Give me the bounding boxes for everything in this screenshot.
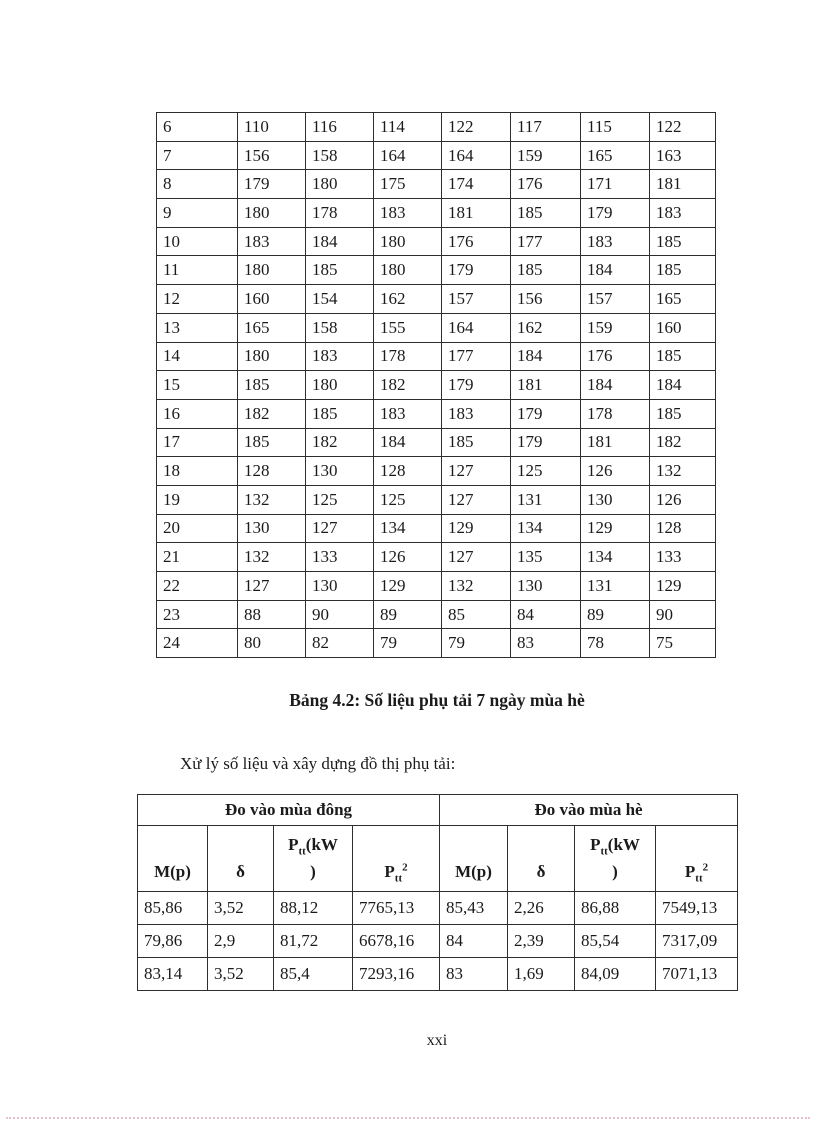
load-value-cell: 174 — [442, 170, 511, 199]
load-value-cell: 110 — [238, 113, 306, 142]
load-value-cell: 129 — [442, 514, 511, 543]
load-value-cell: 130 — [306, 457, 374, 486]
stat-value-cell: 85,54 — [575, 925, 656, 958]
table-row — [138, 892, 738, 925]
load-value-cell: 80 — [238, 629, 306, 658]
statistics-table — [137, 794, 738, 991]
load-value-cell: 164 — [374, 141, 442, 170]
load-value-cell: 126 — [650, 485, 716, 514]
load-value-cell: 129 — [650, 572, 716, 601]
load-value-cell: 156 — [511, 285, 581, 314]
load-value-cell: 184 — [581, 371, 650, 400]
load-value-cell: 79 — [442, 629, 511, 658]
column-header-cell: $P_{tt}^2$ — [353, 826, 440, 892]
table-row — [157, 600, 716, 629]
load-value-cell: 154 — [306, 285, 374, 314]
load-value-cell: 115 — [581, 113, 650, 142]
load-value-cell: 185 — [238, 371, 306, 400]
hour-cell: 13 — [157, 313, 238, 342]
table-row — [157, 170, 716, 199]
load-value-cell: 132 — [238, 485, 306, 514]
table-row — [157, 285, 716, 314]
column-header-cell: δ — [508, 826, 575, 892]
column-header-cell: $P_{tt}(kW$ ) — [575, 826, 656, 892]
stat-value-cell: 85,43 — [440, 892, 508, 925]
load-value-cell: 180 — [306, 371, 374, 400]
load-value-cell: 181 — [650, 170, 716, 199]
load-value-cell: 184 — [581, 256, 650, 285]
hour-cell: 6 — [157, 113, 238, 142]
load-value-cell: 75 — [650, 629, 716, 658]
table-row — [157, 256, 716, 285]
load-value-cell: 175 — [374, 170, 442, 199]
hour-cell: 8 — [157, 170, 238, 199]
load-value-cell: 135 — [511, 543, 581, 572]
stat-value-cell: 2,9 — [208, 925, 274, 958]
stat-value-cell: 88,12 — [274, 892, 353, 925]
table-row — [157, 227, 716, 256]
load-value-cell: 127 — [442, 543, 511, 572]
load-value-cell: 130 — [306, 572, 374, 601]
load-value-cell: 132 — [650, 457, 716, 486]
table-row — [157, 371, 716, 400]
hour-cell: 18 — [157, 457, 238, 486]
season-group-header: Đo vào mùa đông — [138, 795, 440, 826]
stat-value-cell: 2,39 — [508, 925, 575, 958]
table-row — [157, 629, 716, 658]
load-value-cell: 181 — [442, 199, 511, 228]
load-value-cell: 157 — [442, 285, 511, 314]
stat-value-cell: 1,69 — [508, 958, 575, 991]
load-value-cell: 160 — [650, 313, 716, 342]
load-value-cell: 84 — [511, 600, 581, 629]
load-value-cell: 127 — [442, 457, 511, 486]
load-value-cell: 179 — [511, 399, 581, 428]
load-value-cell: 133 — [650, 543, 716, 572]
table-row — [157, 313, 716, 342]
load-value-cell: 114 — [374, 113, 442, 142]
load-value-cell: 129 — [581, 514, 650, 543]
load-value-cell: 185 — [650, 256, 716, 285]
load-value-cell: 158 — [306, 313, 374, 342]
season-group-header-row — [138, 795, 738, 826]
load-value-cell: 185 — [650, 399, 716, 428]
stat-value-cell: 84 — [440, 925, 508, 958]
load-value-cell: 159 — [511, 141, 581, 170]
hourly-load-table — [156, 112, 716, 658]
load-value-cell: 163 — [650, 141, 716, 170]
stat-value-cell: 85,4 — [274, 958, 353, 991]
load-value-cell: 180 — [238, 256, 306, 285]
load-value-cell: 182 — [374, 371, 442, 400]
season-group-header: Đo vào mùa hè — [440, 795, 738, 826]
load-value-cell: 185 — [442, 428, 511, 457]
load-value-cell: 133 — [306, 543, 374, 572]
table-row — [157, 457, 716, 486]
load-value-cell: 90 — [306, 600, 374, 629]
stat-value-cell: 85,86 — [138, 892, 208, 925]
load-value-cell: 181 — [511, 371, 581, 400]
load-value-cell: 183 — [581, 227, 650, 256]
table-row — [157, 399, 716, 428]
hour-cell: 19 — [157, 485, 238, 514]
load-value-cell: 132 — [238, 543, 306, 572]
stat-value-cell: 2,26 — [508, 892, 575, 925]
load-value-cell: 164 — [442, 313, 511, 342]
table-row — [157, 141, 716, 170]
load-value-cell: 127 — [442, 485, 511, 514]
load-value-cell: 176 — [442, 227, 511, 256]
statistics-table-container — [137, 794, 738, 991]
hour-cell: 10 — [157, 227, 238, 256]
stat-value-cell: 7317,09 — [656, 925, 738, 958]
load-value-cell: 165 — [238, 313, 306, 342]
load-value-cell: 178 — [581, 399, 650, 428]
load-value-cell: 178 — [306, 199, 374, 228]
load-value-cell: 162 — [374, 285, 442, 314]
page-bottom-dotted-line — [6, 1117, 810, 1119]
hour-cell: 23 — [157, 600, 238, 629]
table-row — [157, 113, 716, 142]
load-value-cell: 171 — [581, 170, 650, 199]
stat-value-cell: 6678,16 — [353, 925, 440, 958]
load-value-cell: 116 — [306, 113, 374, 142]
load-value-cell: 125 — [511, 457, 581, 486]
load-value-cell: 125 — [306, 485, 374, 514]
load-value-cell: 134 — [511, 514, 581, 543]
stat-value-cell: 83 — [440, 958, 508, 991]
load-value-cell: 179 — [238, 170, 306, 199]
hourly-load-table-body — [157, 113, 716, 658]
hour-cell: 17 — [157, 428, 238, 457]
load-value-cell: 88 — [238, 600, 306, 629]
stat-value-cell: 7293,16 — [353, 958, 440, 991]
load-value-cell: 183 — [374, 199, 442, 228]
stat-value-cell: 3,52 — [208, 892, 274, 925]
table-caption: Bảng 4.2: Số liệu phụ tải 7 ngày mùa hè — [289, 690, 585, 710]
load-value-cell: 165 — [581, 141, 650, 170]
load-value-cell: 185 — [238, 428, 306, 457]
load-value-cell: 182 — [650, 428, 716, 457]
load-value-cell: 177 — [442, 342, 511, 371]
page-number: xxi — [426, 1032, 448, 1049]
load-value-cell: 183 — [306, 342, 374, 371]
table-row — [157, 543, 716, 572]
column-header-row — [138, 826, 738, 892]
load-value-cell: 179 — [442, 256, 511, 285]
statistics-table-body — [138, 795, 738, 991]
hour-cell: 11 — [157, 256, 238, 285]
load-value-cell: 134 — [374, 514, 442, 543]
load-value-cell: 89 — [581, 600, 650, 629]
load-value-cell: 185 — [306, 256, 374, 285]
load-value-cell: 179 — [511, 428, 581, 457]
load-value-cell: 128 — [238, 457, 306, 486]
load-value-cell: 79 — [374, 629, 442, 658]
stat-value-cell: 7071,13 — [656, 958, 738, 991]
load-value-cell: 176 — [581, 342, 650, 371]
load-value-cell: 180 — [306, 170, 374, 199]
load-value-cell: 183 — [650, 199, 716, 228]
hour-cell: 9 — [157, 199, 238, 228]
stat-value-cell: 79,86 — [138, 925, 208, 958]
load-value-cell: 127 — [306, 514, 374, 543]
load-value-cell: 185 — [511, 256, 581, 285]
load-value-cell: 162 — [511, 313, 581, 342]
load-value-cell: 180 — [374, 227, 442, 256]
load-value-cell: 158 — [306, 141, 374, 170]
table-row — [157, 514, 716, 543]
column-header-cell: $P_{tt}^2$ — [656, 826, 738, 892]
load-value-cell: 122 — [442, 113, 511, 142]
load-value-cell: 85 — [442, 600, 511, 629]
table-row — [157, 342, 716, 371]
table-row — [138, 925, 738, 958]
load-value-cell: 178 — [374, 342, 442, 371]
hour-cell: 14 — [157, 342, 238, 371]
load-value-cell: 182 — [238, 399, 306, 428]
hour-cell: 16 — [157, 399, 238, 428]
stat-value-cell: 7549,13 — [656, 892, 738, 925]
load-value-cell: 185 — [511, 199, 581, 228]
load-value-cell: 89 — [374, 600, 442, 629]
load-value-cell: 122 — [650, 113, 716, 142]
load-value-cell: 82 — [306, 629, 374, 658]
load-value-cell: 127 — [238, 572, 306, 601]
stat-value-cell: 84,09 — [575, 958, 656, 991]
stat-value-cell: 86,88 — [575, 892, 656, 925]
table-row — [157, 199, 716, 228]
load-value-cell: 155 — [374, 313, 442, 342]
load-value-cell: 181 — [581, 428, 650, 457]
load-value-cell: 117 — [511, 113, 581, 142]
hour-cell: 21 — [157, 543, 238, 572]
load-value-cell: 180 — [374, 256, 442, 285]
load-value-cell: 78 — [581, 629, 650, 658]
load-value-cell: 134 — [581, 543, 650, 572]
hour-cell: 20 — [157, 514, 238, 543]
load-value-cell: 130 — [238, 514, 306, 543]
load-value-cell: 132 — [442, 572, 511, 601]
load-value-cell: 130 — [581, 485, 650, 514]
hour-cell: 7 — [157, 141, 238, 170]
load-value-cell: 185 — [650, 342, 716, 371]
load-value-cell: 179 — [581, 199, 650, 228]
load-value-cell: 180 — [238, 199, 306, 228]
column-header-cell: δ — [208, 826, 274, 892]
load-value-cell: 130 — [511, 572, 581, 601]
stat-value-cell: 3,52 — [208, 958, 274, 991]
load-value-cell: 129 — [374, 572, 442, 601]
load-value-cell: 185 — [650, 227, 716, 256]
column-header-cell: $P_{tt}(kW$ ) — [274, 826, 353, 892]
load-value-cell: 183 — [238, 227, 306, 256]
column-header-cell: M(p) — [440, 826, 508, 892]
table-row — [138, 958, 738, 991]
load-value-cell: 184 — [650, 371, 716, 400]
hourly-load-table-container — [156, 112, 716, 658]
load-value-cell: 128 — [374, 457, 442, 486]
load-value-cell: 184 — [374, 428, 442, 457]
load-value-cell: 156 — [238, 141, 306, 170]
stat-value-cell: 7765,13 — [353, 892, 440, 925]
load-value-cell: 126 — [581, 457, 650, 486]
stat-value-cell: 83,14 — [138, 958, 208, 991]
load-value-cell: 185 — [306, 399, 374, 428]
load-value-cell: 183 — [374, 399, 442, 428]
load-value-cell: 184 — [511, 342, 581, 371]
load-value-cell: 177 — [511, 227, 581, 256]
hour-cell: 12 — [157, 285, 238, 314]
table-row — [157, 485, 716, 514]
load-value-cell: 165 — [650, 285, 716, 314]
load-value-cell: 157 — [581, 285, 650, 314]
load-value-cell: 90 — [650, 600, 716, 629]
load-value-cell: 159 — [581, 313, 650, 342]
load-value-cell: 128 — [650, 514, 716, 543]
load-value-cell: 131 — [581, 572, 650, 601]
table-row — [157, 428, 716, 457]
body-paragraph: Xử lý số liệu và xây dựng đồ thị phụ tải: — [180, 754, 456, 773]
column-header-cell: M(p) — [138, 826, 208, 892]
load-value-cell: 183 — [442, 399, 511, 428]
load-value-cell: 131 — [511, 485, 581, 514]
load-value-cell: 126 — [374, 543, 442, 572]
hour-cell: 24 — [157, 629, 238, 658]
load-value-cell: 164 — [442, 141, 511, 170]
load-value-cell: 184 — [306, 227, 374, 256]
load-value-cell: 176 — [511, 170, 581, 199]
load-value-cell: 125 — [374, 485, 442, 514]
stat-value-cell: 81,72 — [274, 925, 353, 958]
hour-cell: 22 — [157, 572, 238, 601]
load-value-cell: 182 — [306, 428, 374, 457]
load-value-cell: 179 — [442, 371, 511, 400]
load-value-cell: 160 — [238, 285, 306, 314]
load-value-cell: 180 — [238, 342, 306, 371]
table-row — [157, 572, 716, 601]
load-value-cell: 83 — [511, 629, 581, 658]
hour-cell: 15 — [157, 371, 238, 400]
